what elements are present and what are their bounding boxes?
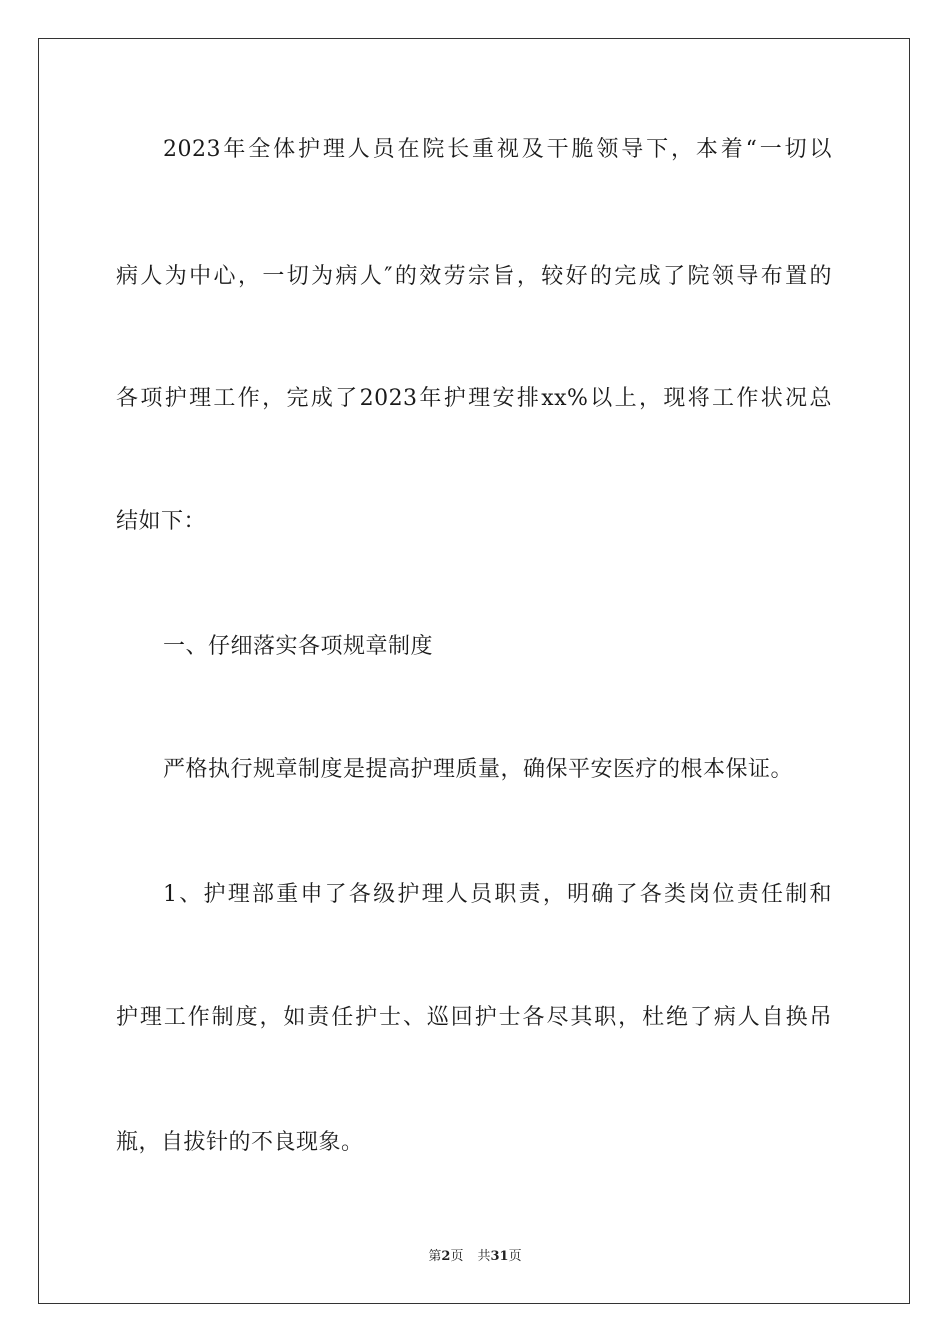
paragraph-1-line-4: 结如下：: [116, 509, 207, 534]
paragraph-2-line-1: 严格执行规章制度是提高护理质量，确保平安医疗的根本保证。: [163, 757, 794, 782]
paragraph-1-line-1: 2023年全体护理人员在院长重视及干脆领导下，本着“一切以: [163, 137, 832, 162]
page-prefix: 第: [428, 1249, 442, 1264]
paragraph-1-line-3: 各项护理工作，完成了2023年护理安排xx%以上，现将工作状况总: [116, 386, 832, 411]
page-border: [38, 38, 910, 1304]
paragraph-3-line-1: 1、护理部重申了各级护理人员职责，明确了各类岗位责任制和: [163, 882, 832, 907]
total-prefix: 共: [477, 1249, 491, 1264]
paragraph-1-line-2: 病人为中心，一切为病人″的效劳宗旨，较好的完成了院领导布置的: [116, 264, 832, 289]
page-suffix: 页: [450, 1249, 464, 1264]
paragraph-3-line-2: 护理工作制度，如责任护士、巡回护士各尽其职，杜绝了病人自换吊: [116, 1005, 832, 1030]
page-footer: [0, 1248, 950, 1266]
total-suffix: 页: [508, 1249, 522, 1264]
paragraph-3-line-3: 瓶，自拔针的不良现象。: [116, 1130, 364, 1155]
section-heading: 一、仔细落实各项规章制度: [163, 634, 434, 659]
page-number: 2: [441, 1249, 451, 1264]
total-pages: 31: [490, 1249, 509, 1264]
